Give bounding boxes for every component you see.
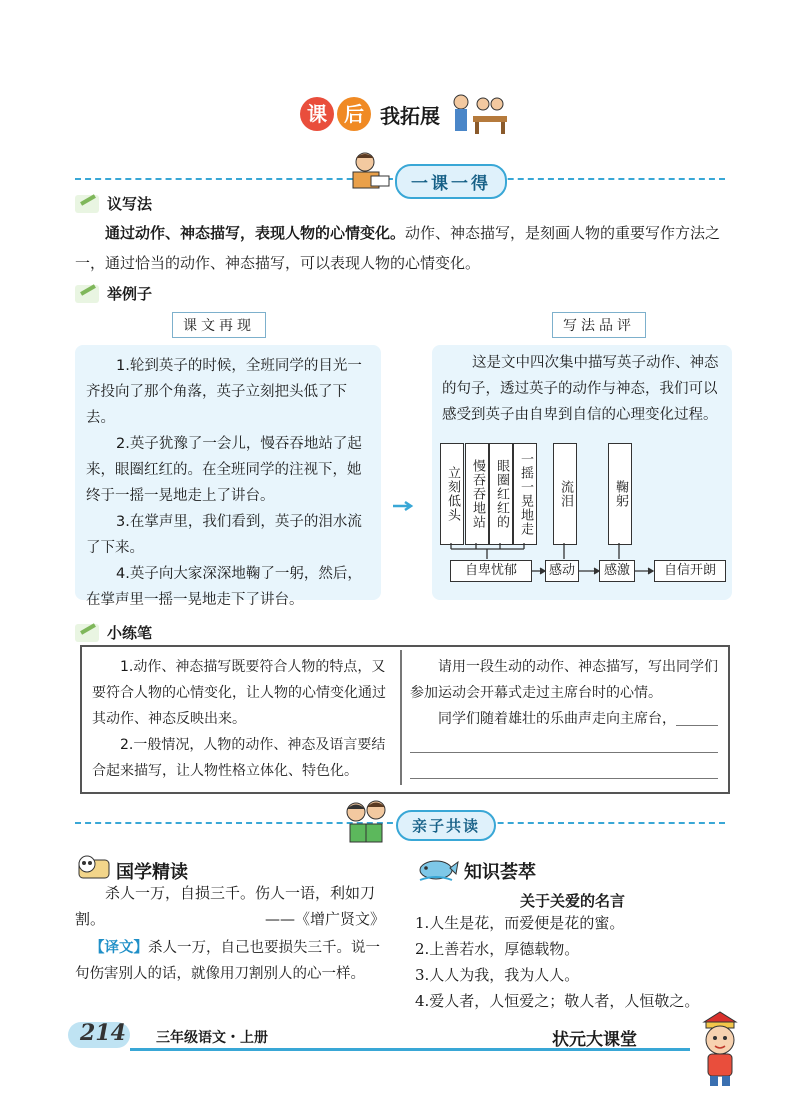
page-header <box>300 92 509 136</box>
xiefa-tag: 写法品评 <box>552 312 646 338</box>
writing-line[interactable] <box>410 778 718 779</box>
teacher-reading-illustration <box>345 150 395 192</box>
yixiefa-paragraph <box>75 218 735 278</box>
practice-tip: 1.动作、神态描写既要符合人物的特点，又要符合人物的心情变化，让人物的心情变化通过其动作、神态反映出来。 <box>92 659 386 727</box>
guoxue-title: 国学精读 <box>116 862 188 883</box>
guoxue-text: 杀人一万，自损三千。伤人一语，利如刀割。 <box>75 884 376 928</box>
students-desk-illustration <box>447 92 509 136</box>
practice-divider <box>400 650 402 785</box>
header-badge-ke: 课 <box>300 97 334 131</box>
yixiefa-bold: 通过动作、神态描写，表现人物的心情变化。 <box>105 224 406 242</box>
guoxue-quote <box>75 880 385 932</box>
diagram-action-box: 鞠躬 <box>608 443 632 545</box>
practice-start-text: 同学们随着雄壮的乐曲声走向主席台， <box>438 711 676 727</box>
diagram-action-box: 流泪 <box>553 443 577 545</box>
xiefa-text: 这是文中四次集中描写英子动作、神态的句子，透过英子的动作与神态，我们可以感受到英子由自卑到自信的心理变化过程。 <box>442 355 719 423</box>
diagram-action-box: 眼圈红红的 <box>489 443 513 545</box>
writing-line[interactable] <box>676 706 718 726</box>
zhishi-list <box>415 910 725 1014</box>
kewen-item: 2.英子犹豫了一会儿，慢吞吞地站了起来，眼圈红红的。在全班同学的注视下，她终于一摇一晃地走上了讲台。 <box>86 436 362 504</box>
diagram-action-box: 一摇一晃地走 <box>513 443 537 545</box>
quote-item: 2.上善若水，厚德载物。 <box>415 940 580 958</box>
guoxue-source: ——《增广贤文》 <box>264 910 385 928</box>
zhishi-title: 知识荟萃 <box>464 862 536 883</box>
kewen-item: 4.英子向大家深深地鞠了一躬，然后，在掌声里一摇一晃地走下了讲台。 <box>86 566 362 608</box>
translation-text: 杀人一万，自己也要损失三千。说一句伤害别人的话，就像用刀割别人的心一样。 <box>75 940 380 982</box>
quote-item: 3.人人为我，我为人人。 <box>415 966 580 984</box>
diagram-emotion-box: 感激 <box>599 560 635 582</box>
yixiefa-label: 议写法 <box>107 195 153 213</box>
diagram-action-box: 立刻低头 <box>440 443 464 545</box>
kewen-tag: 课文再现 <box>172 312 266 338</box>
julizi-label: 举例子 <box>107 285 153 303</box>
kewen-item: 1.轮到英子的时候，全班同学的目光一齐投向了那个角落，英子立刻把头低了下去。 <box>86 358 362 426</box>
dolphin-icon <box>416 852 460 884</box>
page-number: 214 <box>80 1020 126 1046</box>
footer-brand: 状元大课堂 <box>552 1030 637 1050</box>
guoxue-translation <box>75 935 385 987</box>
translation-label: 【译文】 <box>90 939 148 956</box>
julizi-heading <box>75 283 152 304</box>
kewen-item: 3.在掌声里，我们看到，英子的泪水流了下来。 <box>86 514 362 556</box>
footer-book-title: 三年级语文・上册 <box>156 1030 268 1046</box>
header-badge-hou: 后 <box>337 97 371 131</box>
quote-item: 4.爱人者，人恒爱之；敬人者，人恒敬之。 <box>415 992 700 1010</box>
pencil-icon <box>75 624 99 642</box>
header-title: 我拓展 <box>380 103 440 128</box>
diagram-emotion-box: 自卑忧郁 <box>450 560 532 582</box>
section1-title: 一课一得 <box>395 164 507 199</box>
kewen-items <box>86 353 372 613</box>
yixiefa-heading <box>75 193 152 214</box>
diagram-action-box: 慢吞吞地站 <box>465 443 489 545</box>
mascot-boy-illustration <box>690 1010 750 1090</box>
diagram-emotion-box: 感动 <box>545 560 579 582</box>
diagram-emotion-box: 自信开朗 <box>654 560 726 582</box>
practice-tip: 2.一般情况，人物的动作、神态及语言要结合起来描写，让人物性格立体化、特色化。 <box>92 737 386 779</box>
writing-line[interactable] <box>410 752 718 753</box>
xiaolianbi-label: 小练笔 <box>107 624 153 642</box>
zhishi-subtitle: 关于关爱的名言 <box>520 892 626 910</box>
parent-child-reading-illustration <box>340 800 392 846</box>
pencil-icon <box>75 195 99 213</box>
pencil-icon <box>75 285 99 303</box>
practice-start <box>410 706 718 732</box>
quote-item: 1.人生是花，而爱便是花的蜜。 <box>415 914 625 932</box>
section2-title: 亲子共读 <box>396 810 496 841</box>
practice-prompt: 请用一段生动的动作、神态描写，写出同学们参加运动会开幕式走过主席台时的心情。 <box>410 659 718 701</box>
practice-tips <box>92 654 390 784</box>
xiaolianbi-heading <box>75 622 152 643</box>
yixiefa-rest: 动作、神态描写，是刻画人物的重要写作方法之一，通过恰当的动作、神态描写，可以表现人物的心情变化。 <box>75 224 721 272</box>
arrow-right-icon <box>393 500 415 512</box>
